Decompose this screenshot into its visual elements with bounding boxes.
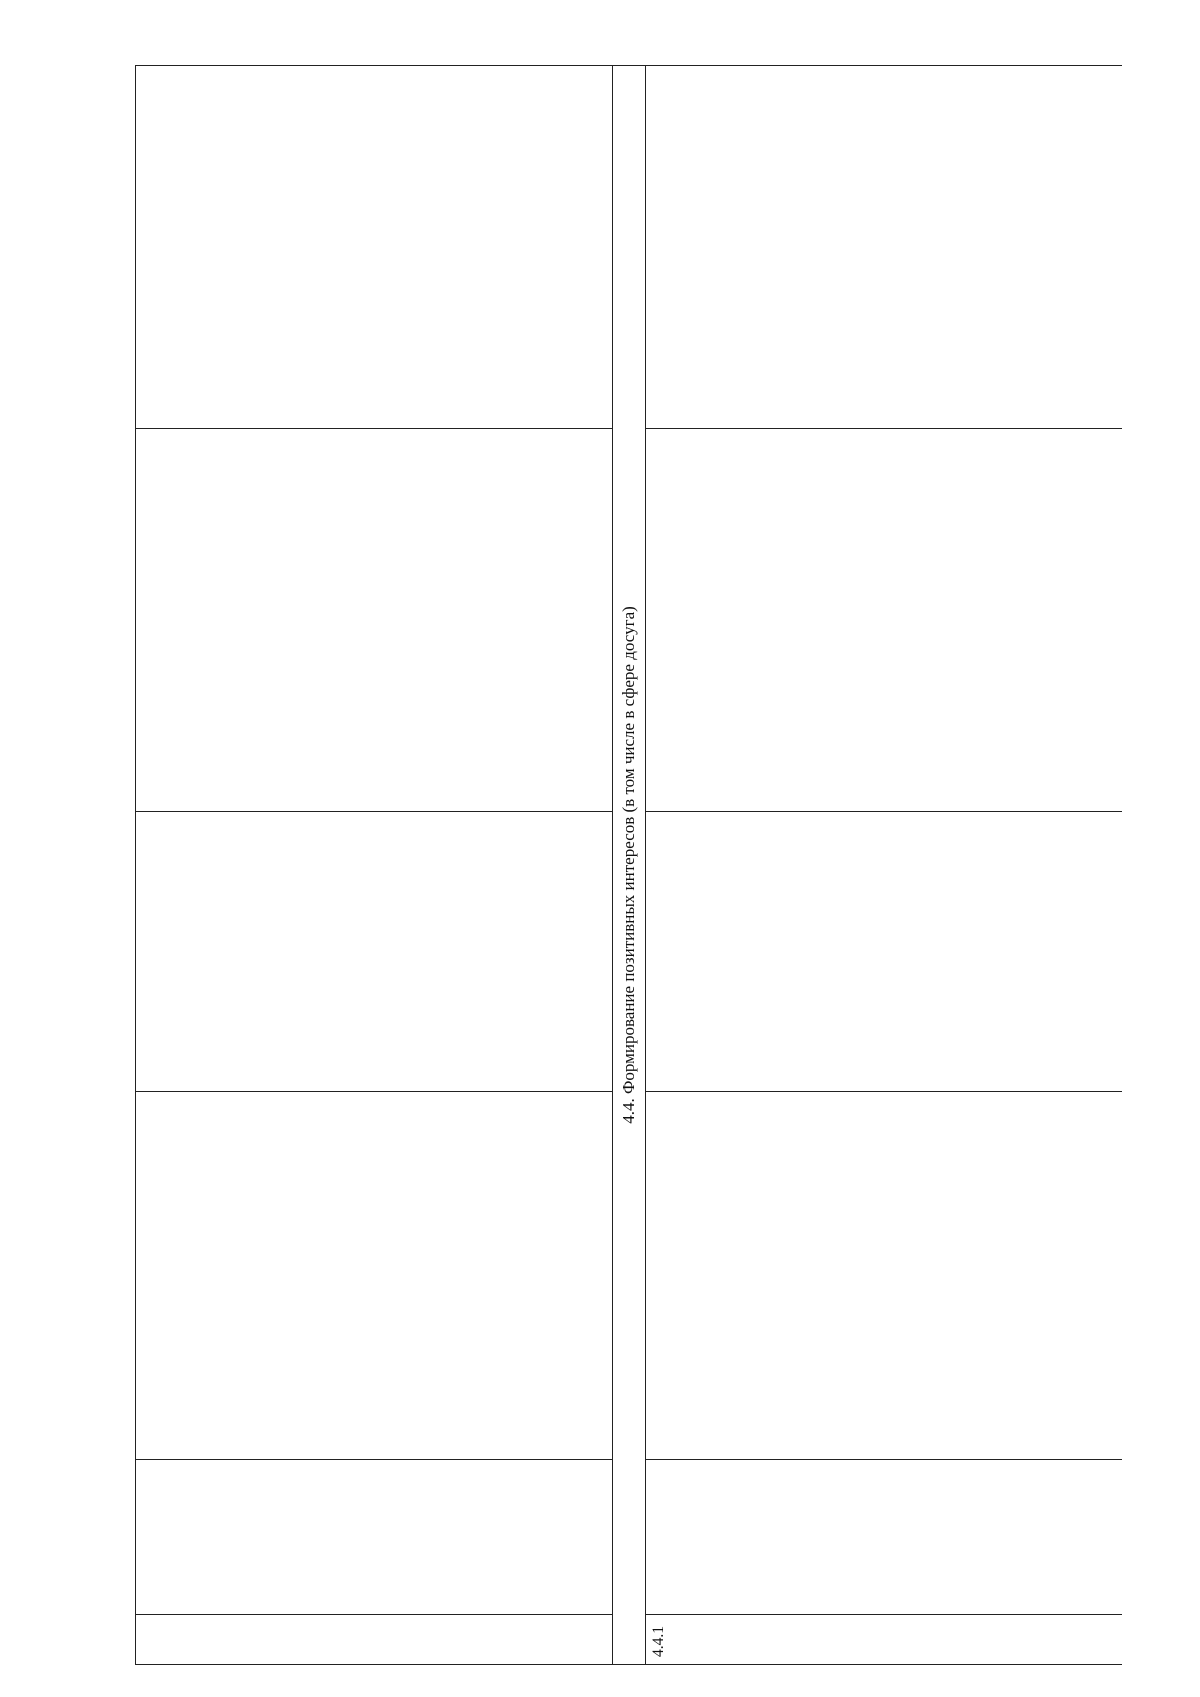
empty-cell: [136, 812, 613, 1092]
service-conditions-cell: [646, 428, 1123, 811]
empty-cell: [136, 1459, 613, 1614]
section-heading: 4.4. Формирование позитивных интересов (в том числе в сфере досуга): [613, 66, 646, 1665]
quality-indicators-cell: [646, 66, 1123, 429]
service-scope-cell: [646, 1091, 1123, 1459]
section-heading-row: [613, 66, 646, 1665]
table-row: [646, 66, 1123, 1665]
table-row: [136, 66, 613, 1665]
service-content-cell: [136, 1091, 613, 1459]
empty-cell: [136, 428, 613, 811]
rotated-document-table: [135, 65, 1120, 1665]
service-name-cell: [646, 1459, 1123, 1614]
quality-indicators-cell: [136, 66, 613, 429]
row-number: 4.4.1: [646, 1615, 1123, 1665]
services-table: [135, 65, 1122, 1665]
empty-cell: [136, 1615, 613, 1665]
service-timing-cell: [646, 812, 1123, 1092]
